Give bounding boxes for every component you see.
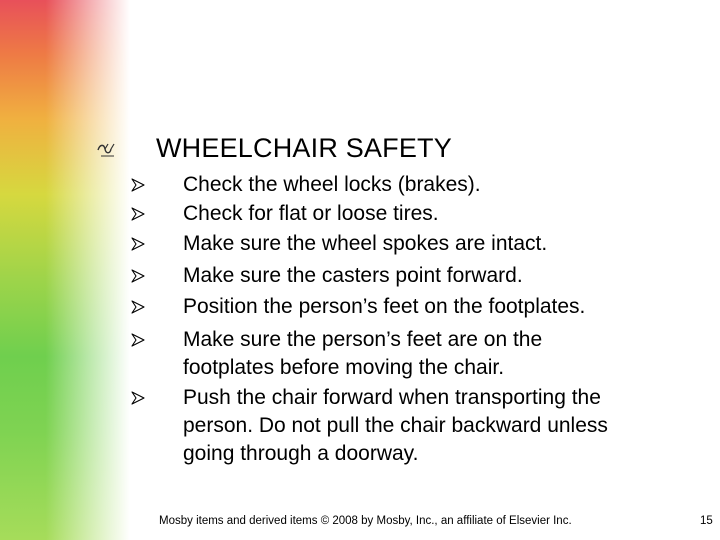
list-item-text: Position the person’s feet on the footplates. bbox=[183, 295, 586, 318]
list-item-text: Push the chair forward when transporting the person. Do not pull the chair backward unless going through a doorway. bbox=[183, 386, 608, 465]
list-item-text: Make sure the casters point forward. bbox=[183, 264, 523, 287]
list-item-text: Make sure the person’s feet are on the footplates before moving the chair. bbox=[183, 328, 543, 379]
arrowhead-bullet-icon bbox=[131, 300, 145, 314]
list-item-text: Check for flat or loose tires. bbox=[183, 202, 439, 225]
slide-title: WHEELCHAIR SAFETY bbox=[156, 133, 452, 163]
arrowhead-bullet-icon bbox=[131, 178, 145, 192]
copyright-footer: Mosby items and derived items © 2008 by Mosby, Inc., an affiliate of Elsevier Inc. bbox=[159, 515, 572, 527]
arrowhead-bullet-icon bbox=[131, 269, 145, 283]
list-item-text: Check the wheel locks (brakes). bbox=[183, 173, 481, 196]
fancy-bullet-icon bbox=[96, 141, 118, 159]
arrowhead-bullet-icon bbox=[131, 237, 145, 251]
arrowhead-bullet-icon bbox=[131, 207, 145, 221]
arrowhead-bullet-icon bbox=[131, 391, 145, 405]
arrowhead-bullet-icon bbox=[131, 333, 145, 347]
page-number: 15 bbox=[700, 515, 713, 527]
list-item-text: Make sure the wheel spokes are intact. bbox=[183, 232, 548, 255]
decorative-gradient-band bbox=[0, 0, 130, 540]
